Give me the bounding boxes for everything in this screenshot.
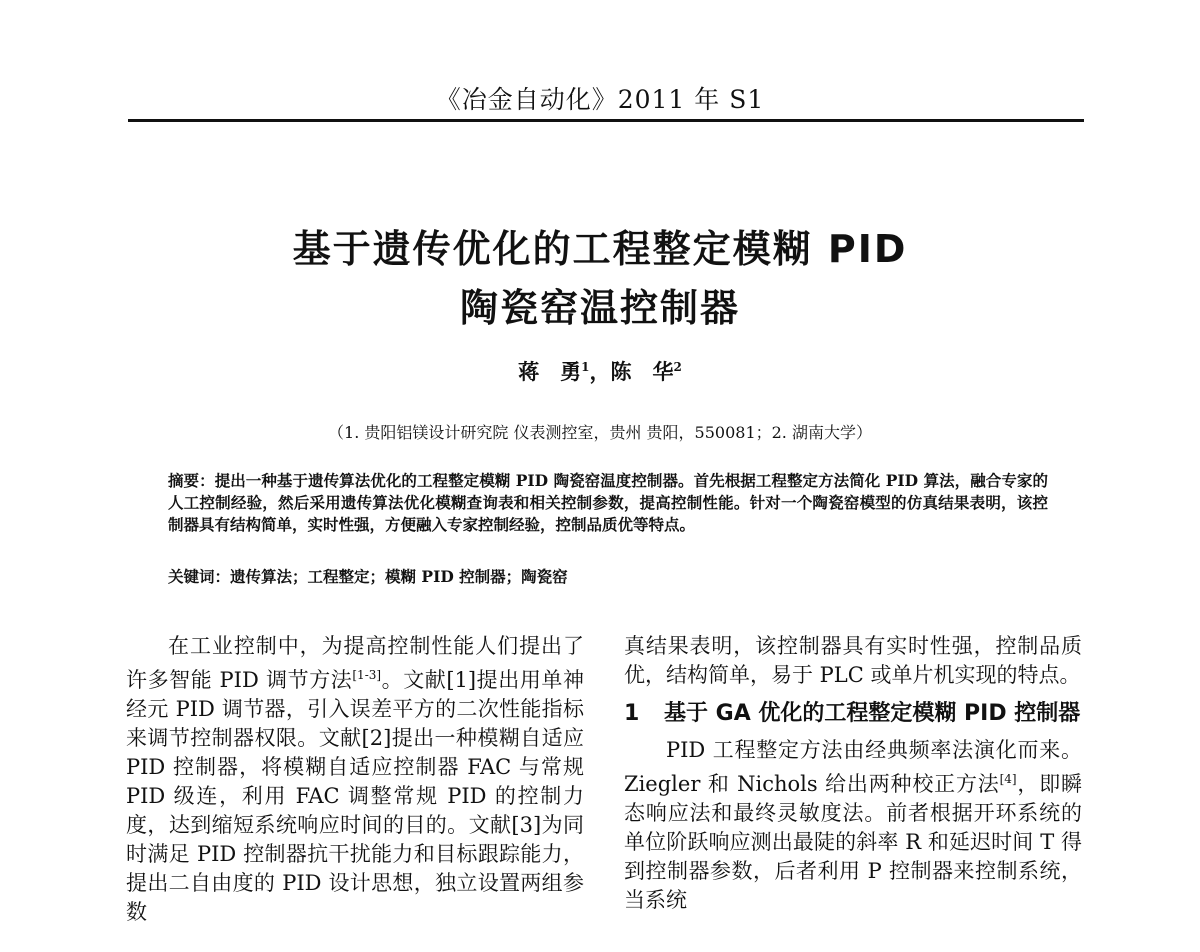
keywords-text: 遗传算法；工程整定；模糊 PID 控制器；陶瓷窑 bbox=[230, 567, 568, 586]
section-text-a: PID 工程整定方法由经典频率法演化而来。Ziegler 和 Nichols 给出两种校正方法 bbox=[624, 738, 1082, 796]
author-1-affiliation-mark: 1 bbox=[581, 360, 590, 374]
abstract-text: 提出一种基于遗传算法优化的工程整定模糊 PID 陶瓷窑温度控制器。首先根据工程整定方法简化 PID 算法，融合专家的人工控制经验，然后采用遗传算法优化模糊查询表和相关控制参数，提高控制性能。针对一个陶瓷窑模型的仿真结果表明，该控制器具有结构简单，实时性强，方便融入专家控制经验，控制品质优等特点。 bbox=[168, 471, 1048, 534]
header-rule bbox=[128, 119, 1084, 122]
affiliation: （1. 贵阳铝镁设计研究院 仪表测控室，贵州 贵阳，550081；2. 湖南大学） bbox=[328, 423, 872, 442]
author-2-affiliation-mark: 2 bbox=[673, 360, 682, 374]
section-paragraph bbox=[624, 736, 1082, 915]
intro-text-a: 在工业控制中，为提高控制性能人们提出了许多智能 PID 调节方法 bbox=[126, 634, 584, 692]
abstract bbox=[168, 470, 1048, 536]
citation-ref: [4] bbox=[999, 772, 1017, 786]
section-text-b: ，即瞬态响应法和最终灵敏度法。前者根据开环系统的单位阶跃响应测出最陡的斜率 R 和延迟时间 T 得到控制器参数，后者利用 P 控制器来控制系统，当系统 bbox=[624, 772, 1082, 912]
authors bbox=[0, 356, 1200, 386]
intro-paragraph bbox=[126, 632, 584, 927]
section-heading bbox=[624, 698, 1082, 730]
paper-title-line1: 基于遗传优化的工程整定模糊 PID bbox=[292, 227, 908, 271]
author-1: 蒋 勇 bbox=[518, 359, 582, 384]
author-2: 陈 华 bbox=[610, 359, 674, 384]
author-separator: ， bbox=[589, 359, 611, 384]
keywords bbox=[168, 565, 1048, 587]
citation-ref: [1-3] bbox=[352, 668, 382, 682]
journal-header: 《冶金自动化》2011 年 S1 bbox=[435, 85, 765, 114]
section-title: 基于 GA 优化的工程整定模糊 PID 控制器 bbox=[664, 701, 1081, 726]
left-column bbox=[126, 632, 584, 927]
paper-title-line2: 陶瓷窑温控制器 bbox=[459, 286, 740, 330]
keywords-label: 关键词： bbox=[168, 567, 231, 586]
section-number: 1 bbox=[624, 701, 640, 726]
intro-continuation: 真结果表明，该控制器具有实时性强，控制品质优，结构简单，易于 PLC 或单片机实现的特点。 bbox=[624, 634, 1082, 687]
abstract-label: 摘要： bbox=[168, 471, 215, 490]
right-column bbox=[624, 632, 1082, 915]
intro-text-b: 。文献[1]提出用单神经元 PID 调节器，引入误差平方的二次性能指标来调节控制器权限。文献[2]提出一种模糊自适应 PID 控制器，将模糊自适应控制器 FAC 与常规 PID 级连，利用 FAC 调整常规 PID 的控制力度，达到缩短系统响应时间的目的。文献[3]为同时满足 PID 控制器抗干扰能力和目标跟踪能力，提出二自由度的 PID 设计思想，独立设置两组参数 bbox=[126, 668, 584, 924]
